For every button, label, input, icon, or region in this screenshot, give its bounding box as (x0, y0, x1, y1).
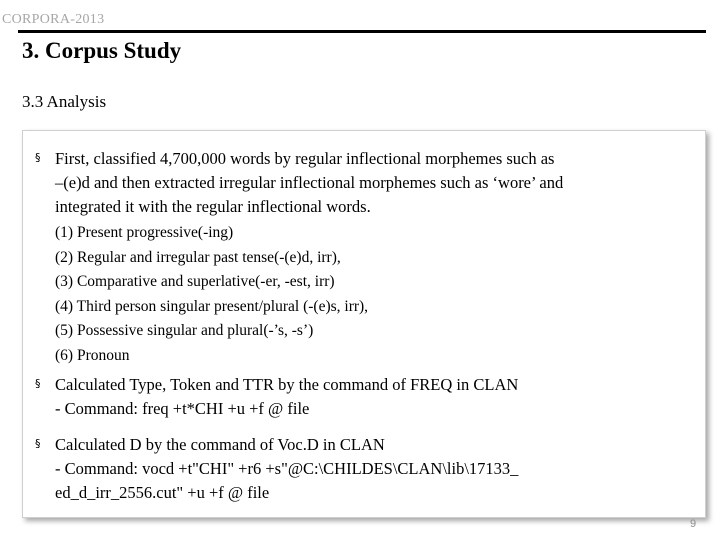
morpheme-item-1: (1) Present progressive(-ing) (55, 224, 234, 241)
bullet-marker: § (35, 377, 41, 390)
morpheme-list (55, 221, 695, 368)
header-label: CORPORA-2013 (2, 12, 105, 27)
bullet-2-line-1: Calculated Type, Token and TTR by the command of FREQ in CLAN (55, 375, 519, 394)
bullet-2-text (55, 373, 695, 421)
morpheme-item-4: (4) Third person singular present/plural (-(e)s, irr), (55, 297, 369, 315)
bullet-marker: § (35, 437, 41, 450)
morpheme-item-5: (5) Possessive singular and plural(-’s, -s’) (55, 322, 314, 339)
bullet-3-line-2: - Command: vocd +t"CHI" +r6 +s"@C:\CHILDES\CLAN\lib\17133_ (55, 459, 519, 478)
morpheme-item-3: (3) Comparative and superlative(-er, -est, irr) (55, 273, 335, 290)
morpheme-item-2: (2) Regular and irregular past tense(-(e)d, irr), (55, 248, 341, 266)
morpheme-item-6: (6) Pronoun (55, 346, 130, 364)
bullet-2-line-2: - Command: freq +t*CHI +u +f @ file (55, 399, 310, 418)
bullet-marker: § (35, 151, 41, 164)
header-rule (18, 30, 706, 33)
bullet-1-line-1: First, classified 4,700,000 words by regular inflectional morphemes such as (55, 149, 555, 168)
bullet-1-line-2: –(e)d and then extracted irregular inflectional morphemes such as ‘wore’ and (55, 173, 564, 192)
section-subtitle: 3.3 Analysis (22, 92, 107, 111)
bullet-1-text (55, 147, 695, 368)
bullet-3-line-3: ed_d_irr_2556.cut" +u +f @ file (55, 483, 270, 502)
bullet-3-text (55, 433, 695, 505)
content-box (22, 130, 706, 518)
bullet-3-line-1: Calculated D by the command of Voc.D in CLAN (55, 435, 385, 454)
slide-title: 3. Corpus Study (22, 38, 182, 63)
page-number: 9 (690, 518, 697, 530)
bullet-1-line-3: integrated it with the regular inflectional words. (55, 197, 371, 216)
